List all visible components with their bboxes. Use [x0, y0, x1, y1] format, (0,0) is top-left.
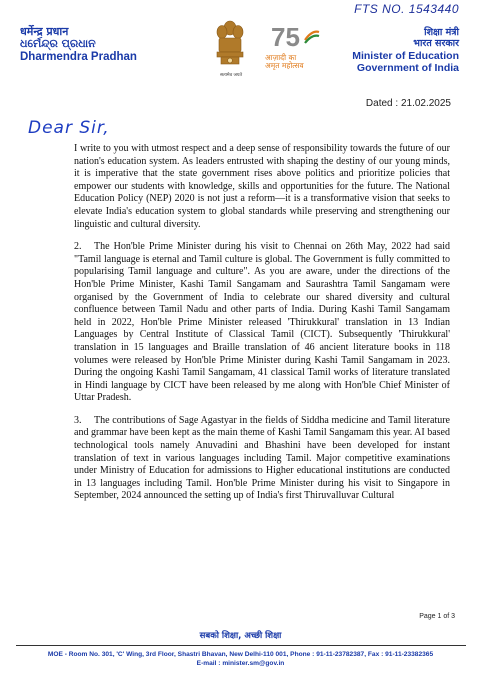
letter-body	[74, 143, 450, 513]
paragraph-3	[74, 415, 450, 503]
azadi-flag-swoosh-icon	[303, 28, 321, 46]
paragraph-2	[74, 241, 450, 405]
fts-number: FTS NO. 1543440	[354, 2, 459, 16]
handwritten-salutation: Dear Sir,	[28, 118, 110, 138]
letter-date: Dated : 21.02.2025	[365, 98, 451, 109]
sender-name-block	[20, 26, 137, 63]
sender-name-hindi: धर्मेन्द्र प्रधान	[20, 25, 69, 38]
govt-english: Government of India	[356, 61, 459, 74]
paragraph-number: 3.	[74, 414, 82, 426]
title-english: Minister of Education	[352, 49, 459, 62]
footer-divider	[16, 645, 466, 646]
emblem-motto: सत्यमेव जयते	[219, 73, 243, 78]
azadi-line-2: अमृत महोत्सव	[265, 61, 304, 71]
paragraph-text: I write to you with utmost respect and a deep sense of responsibility towards the future of our nation's education system. As leaders entrusted with shaping the destiny of our young minds, it is imperative that the state government rises above politics and prioritize policies that empower our students with knowledge, skills and opportunities for the future. The National Education Policy (NEP) 2020 is not just a reform—it is a transformative vision that seeks to elevate India's education system to global standards while preserving and strengthening our linguistic and cultural diversity.	[74, 143, 450, 230]
paragraph-number: 2.	[74, 241, 82, 253]
paragraph-text: The Hon'ble Prime Minister during his visit to Chennai on 26th May, 2022 had said "Tamil language is eternal and Tamil culture is global. The Government is fully committed to popularising Tamil language and culture". As you are aware, under the directions of the Hon'ble Prime Minister, Kashi Tamil Sangamam and Saurashtra Tamil Sangamam were organised by the Government of India to celebrate our shared diversity and cultural confluence between Tamil Nadu and other parts of India. During Kashi Tamil Sangamam held in 2022, Hon'ble Prime Minister released 'Thirukkural' translation in 13 Indian Languages by Central Institute of Classical Tamil (CICT). Subsequently 'Thirukkural' translation in 15 languages and Braille translation of 46 ancient literature books in 118 volumes were released by Hon'ble Prime Minister during Kashi Tamil Sangamam in 2023. During the ongoing Kashi Tamil Sangamam, 41 classical Tamil works of literature translated in Hindi language by CICT have been released by me along with Hon'ble Chief Minister of Uttar Pradesh.	[74, 241, 450, 404]
ministry-title-block	[352, 28, 459, 74]
footer-motto: सबको शिक्षा, अच्छी शिक्षा	[199, 631, 282, 641]
azadi-ka-amrit-mahotsav-logo	[265, 22, 335, 80]
page-number: Page 1 of 3	[419, 613, 455, 620]
footer-address: MOE - Room No. 301, 'C' Wing, 3rd Floor, Shastri Bhavan, New Delhi-110 001, Phone : 91-11-23782387, Fax : 91-11-23382365	[47, 651, 434, 658]
azadi-number: 75	[271, 22, 300, 52]
footer-address-block	[0, 650, 481, 668]
azadi-line-1: आज़ादी का	[265, 53, 297, 62]
footer-email: E-mail : minister.sm@gov.in	[196, 660, 285, 668]
sender-name-odia: ଧର୍ମେନ୍ଦ୍ର ପ୍ରଧାନ	[20, 36, 96, 50]
govt-hindi: भारत सरकार	[413, 37, 459, 49]
sender-name-english: Dharmendra Pradhan	[20, 51, 137, 64]
paragraph-text: The contributions of Sage Agastyar in the fields of Siddha medicine and Tamil literature and grammar have been kept as the main theme of Kashi Tamil Sangamam this year. AI based technological tools namely Anuvadini and Bhashini have been developed for instant translation of text in various languages including Tamil. Major competitive examinations under Ministry of Education for admissions to Higher educational institutions are conducted in 13 languages including Tamil. Hon'ble Prime Minister during his visit to Singapore in September, 2024 announced the setting up of India's first Thiruvalluvar Cultural	[74, 414, 450, 502]
paragraph-1	[74, 143, 450, 231]
national-emblem-icon	[212, 18, 248, 72]
title-hindi: शिक्षा मंत्री	[424, 27, 459, 38]
